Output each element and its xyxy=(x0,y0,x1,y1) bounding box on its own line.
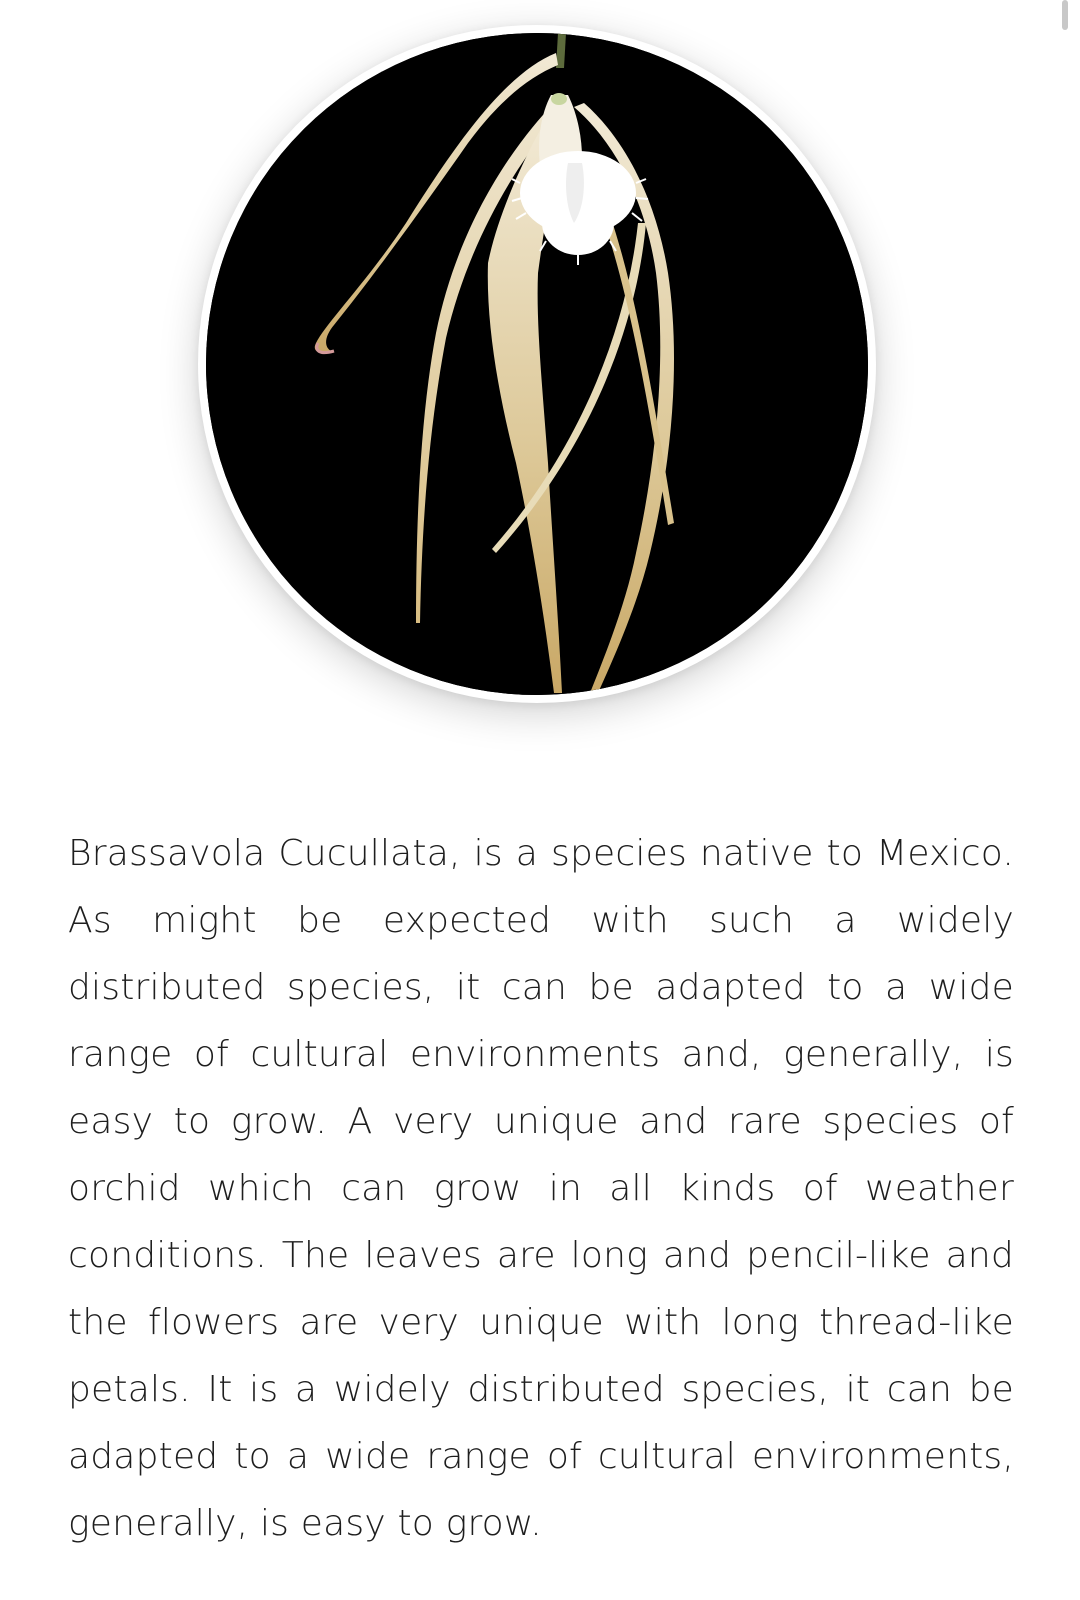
orchid-photo xyxy=(206,33,868,695)
orchid-flower-icon xyxy=(206,33,868,695)
species-description: Brassavola Cucullata, is a species native to Mexico. As might be expected with such a widely distributed species, it can be adapted to a wide range of cultural environments and, generally, is easy to grow. A very unique and rare species of orchid which can grow in all kinds of weather conditions. The leaves are long and pencil-like and the flowers are very unique with long thread-like petals. It is a widely distributed species, it can be adapted to a wide range of cultural environments, generally, is easy to grow. xyxy=(68,833,1014,1544)
orchid-photo-frame xyxy=(198,25,876,703)
scroll-indicator[interactable] xyxy=(1062,0,1068,30)
